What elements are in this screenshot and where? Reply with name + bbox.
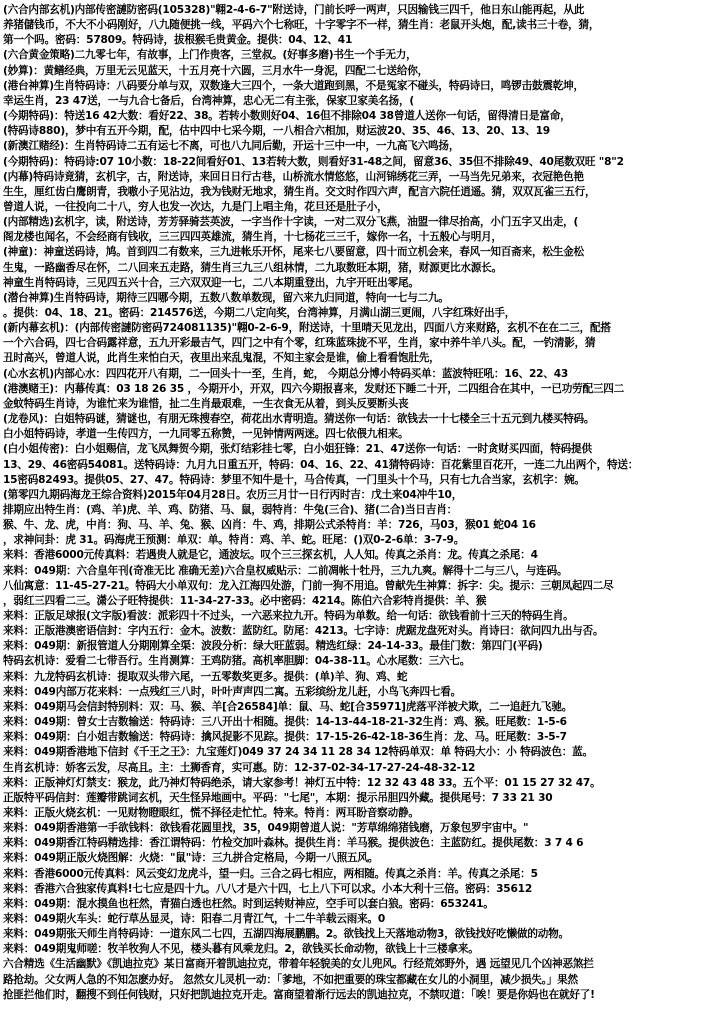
text-line: 来料：049内部万花来料：一点残红三八时，叶叶声声四二寓。五彩缤纷龙儿赶，小鸟飞奔四七看。 bbox=[3, 685, 462, 698]
text-line: 来料：049期：曾女士吉数输送：特码诗：三八开出十相随。提供：14-13-44-18-21-32生肖：鸡、猴。旺尾数：1-5-6 bbox=[3, 716, 567, 729]
text-line: (心水玄机)内部心水：四四花开八有期，二一回头十一至，生肖，蛇， 今期总分博小特码买单：蓝波特旺吼：16、22、43 bbox=[3, 367, 569, 380]
text-line: 来料：049期香江特码精选排：香江谓特码：竹检交加叶森林。提供生肖：羊马猴。提供波色：主蓝防红。提供尾数：3 7 4 6 bbox=[3, 837, 584, 850]
text-line: 幸运生肖，23 47送，一与九合七备后，台湾神算，忠心无二有主张，保家卫家美名扬，( bbox=[3, 94, 414, 107]
text-line: 生鬼，一路幽香尽在怀，二八回来五走路，猜生肖三九三八组林情，二九取数旺本期，猪，财源更比水源长。 bbox=[3, 261, 502, 274]
text-line: (六合内部玄机)内部传密謰防密码(105328)"翺2-4-6-7"附送诗，门前长呼一两声，只因输钱三四千，他日东山能再起，从此 bbox=[3, 4, 585, 16]
text-line: 生肖玄机诗：娇客云发，尽高且。主：土狮香育，实可惠。防：12-37-02-34-17-27-24-48-32-12 bbox=[3, 761, 476, 774]
text-line: 来料：正版港澳密语信封：字内五行：金木。波数：蓝防红。防尾：4213。七字诗：虎踞龙盘死对头。肖诗曰：欲问四九出与否。 bbox=[3, 625, 604, 638]
text-line: ，弱红三四看二三。潇公子旺特提供：11-34-27-33。必中密码：4214。陈伯六合彩特肖提供：羊、猴 bbox=[3, 594, 487, 607]
text-line: 来料：香港6000元传真料：若遇贵人就是它，通波坛。叹个三三探玄机，人人知。传真之杀肖：龙。传真之杀尾：4 bbox=[3, 549, 538, 562]
text-line: 正版特平码信封：莲瓣带跳词玄机，天生怪异地画中。平码："七尾"，本期：提示吊胆四外藏。提供尾号：7 33 21 30 bbox=[3, 791, 553, 804]
text-line: 抢匪拦他们时，翻搜不到任何钱财，只好把凯迪拉克开走。富商望着渐行远去的凯迪拉克，不禁叹道：「唉！要是你妈也在就好了! bbox=[3, 988, 595, 1001]
text-line: (新澳江赌经)：生肖特码诗二五有运七不离，可也八九同后勤，开运十三中一中，一九高飞六鸣扬， bbox=[3, 140, 460, 153]
text-line: 猴、牛、龙、虎，中肖：狗、马、羊、兔、猴、凶肖：牛、鸡，排期公式杀特肖：羊：726，马03，猴01 蛇04 16 bbox=[3, 519, 536, 532]
text-line: 来料：香港6000元传真料：风云变幻龙虎斗，望一归。三合之码七相应，两相随。传真之杀肖：羊。传真之杀尾：5 bbox=[3, 867, 538, 880]
text-line: 来料：049期正版火烧图解：火烧："鼠"诗：三九拼合定格局，今期一八照五风。 bbox=[3, 852, 379, 865]
text-line: 来料：九龙特码玄机诗：提取双头带六尾，一五零数奖更多。提供：(单)羊、狗、鸡、蛇 bbox=[3, 670, 408, 683]
text-line: (六合黄金策略)二九零七年，有故事，上门作贵客，三堂叔。(好事多磨)书生一个手无力， bbox=[3, 49, 417, 62]
text-line: 15密码82493。提供05、27、47。特码诗：梦里不知牛是十，马合传真，一门里头十个马，只有七九合当家，玄机字：婉。 bbox=[3, 473, 585, 486]
text-line: 排期应出特生肖：(鸡、羊)虎、羊、鸡、防猪、马、鼠，弱特肖：牛兔(三合)、猪(二合)当日吉肖： bbox=[3, 503, 457, 516]
text-line: (神童)：神童送码诗，鸠。首到四二有数来，三九进帐乐开怀，尾来七八要留意，四十而立机会来，春风一知百斋来，松生金松 bbox=[3, 246, 584, 259]
text-line: 来料：049期鬼师嗟：牧羊牧狗人不见，楼头暮有风乘龙归。2，欲钱买长命动物，欲钱上十三楼拿来。 bbox=[3, 943, 479, 956]
text-line: (龙卷风)：白姐特码谜，猜谜也，有朋无珠搜春空，荷花出水青明造。猜送你一句话：欲钱去一十七楼全三十五元到九楼买特码。 bbox=[3, 413, 595, 426]
text-line: 六合精选《生活幽默》《凯迪拉克》某日富商开着凯迪拉克，带着年轻貌美的女儿兜风。行经荒郊野外，遇 远望见几个凶神恶煞拦 bbox=[3, 958, 594, 971]
text-line: 曾道人说，一往投向二十八，穷人也发一次达，九是门上唱主角，花旦还是肚子小， bbox=[3, 200, 388, 213]
text-line: 来料：049期香港地下信封《千王之王》：九宝莲灯)049 37 24 34 11 28 34 12特码单双：单 特码大小：小 特码波色：蓝。 bbox=[3, 746, 593, 759]
text-line: (白小姐传密)：白小姐赐信，龙飞凤舞贺今期，张灯结彩挂七零，白小姐狂锋：21、47送你一句话：一时贪财买四面，特码提供 bbox=[3, 443, 592, 456]
text-line: 来料：正版火烧玄机：一见财物瞪眼红，慌不择径走忙忙。特来。特肖：两耳盼音察动静。 bbox=[3, 806, 419, 819]
text-line: 白小姐特码诗，孝道一生传四方，一九同零五称赞，一见钟情两两迷。四七依偎九相来。 bbox=[3, 428, 409, 441]
text-line: ，求神问卦：虎 31。码海虎王预测：单双：单。特肖：鸡、羊、蛇。旺尾：()双0-2-6单：3-7-9。 bbox=[3, 534, 465, 547]
text-line: (今期特码)：特送16 42大数：看好22、38。若转小数则好04、16但不排除04 38曾道人送你一句话，留得清日是富命， bbox=[3, 110, 571, 123]
text-line: 来料：049期：白小姐吉数输送：特码诗：擒风捉影不见踪。提供：17-15-26-42-18-36生肖：龙、马。旺尾数：3-5-7 bbox=[3, 731, 567, 744]
text-line: 来料：049期：新报管道人分期刚算全渠：波段分析：绿大旺蓝弱。精选红绿：24-14-33。最佳门数：第四门(平码) bbox=[3, 640, 543, 653]
text-line: 特码玄机诗：爱看二七带吾行。生肖测算：王鸡防猪。高机率胆脚：04-38-11。心水尾数：三六七。 bbox=[3, 655, 471, 668]
text-line: 八仙寓意：11-45-27-21。特码大小单双句：龙入江海四处游，门前一狗不用追。曾献先生神算：拆字：尖。提示：三朝凤起四二尽 bbox=[3, 579, 614, 592]
text-line: 丑时高兴，曾道人说，此肖生来怕白天，夜里出来乱鬼混，不知主家会是谁，偷上看看饱肚先， bbox=[3, 352, 440, 365]
text-line: (内部精选)玄机字，读，附送诗，芳芳驿骑芸英波，一字当作十字读，一对二双分飞燕，油盟一律尽抬高，小门五字又出走，( bbox=[3, 216, 579, 229]
text-line: 来料：049期香港第一手欲钱料：欲钱看花圆里找，35，049期曾道人说："芳草绵绵猪钱磨，万象包罗宇宙中。" bbox=[3, 822, 529, 835]
text-line: 。提供：04、18、21。密码：214576送，今期二八定向奖，台湾神算，月满山湖三更闹，八字红珠好出手， bbox=[3, 307, 516, 319]
text-line: (今期特码)：特码诗:07 10小数：18-22间看好01、13若转大数，则看好31-48之间，留意36、35但不排除49、40尾数双旺 "8"2 bbox=[3, 155, 624, 168]
text-line: 来料：正版神灯灯禁支：猴龙，此乃神灯特码绝杀，请大家参考！神灯五中特：12 32 43 48 33。五个平：01 15 27 32 47。 bbox=[3, 776, 601, 789]
text-line: 神童生肖特码诗，三见四五兴十合，三六双双迎一七，二八本期重登出，九宇开旺出零尾。 bbox=[3, 276, 419, 289]
text-line: (特码诗880)，梦中有五开今期，配，估中四中七采今期，一八相合六相加，财运波20、35、46、13、20、13、19 bbox=[3, 125, 550, 138]
text-line: (港台神算)生肖特码诗：八码要分单与双，双数逢大三四个，一条大道跑到黑，不是冤家不碰头，特码诗曰，鸣锣击鼓震乾坤， bbox=[3, 79, 584, 92]
text-line: 阁龙楼也闻名，不会经商有钱收，三三四四英雄流，猜生肖，十七杨花三三千，嫁你一名，十五般心与明月， bbox=[3, 231, 502, 244]
text-line: 第一个吗。密码：57809。特码诗，拔根猴毛贵黄金。提供：04、12、41 bbox=[3, 34, 353, 47]
text-line: 来料：香港六合独家传真料!七七应是四十九。八八才是六十四，七上八下可以求。小本大利十三倍。密码：35612 bbox=[3, 882, 532, 895]
text-line: (内幕)特码诗竟猜，玄机字，古，附送诗，来回日日行古巷，山桥流水情悠悠，山河锦绣花三弄，一马当先兄弟来，衣冠艳色艳 bbox=[3, 170, 584, 183]
text-line: 路抢劫。父女两人急的不知怎麽办好。 忽然女儿灵机一动：「爹地，不如把重要的珠宝都藏在女儿的小洞里，减少损失。」果然 bbox=[3, 973, 578, 986]
text-line: (港澳赌王)：内幕传真：03 18 26 35 ，今期开小，开双，四六今期报喜来，发财还下睡二十开，二四组合在其中，一已功劳配三四二 bbox=[3, 382, 625, 395]
text-line: 金蚊特码生肖诗，为谁忙来为谁惜，扯二生肖最艰难，一生衣食无从着，到头反要断头丧 bbox=[3, 397, 409, 410]
text-line: (潜台神算)生肖特码诗，期待三四哪今期，五数八数单数现，留六来九归同道，特向一七与二九。 bbox=[3, 291, 449, 304]
text-line: 养猪儲钱币，不大不小码刚好，八九随便挑一线，平码六个七称旺，十字零字不一样，猜生肖：老鼠开头炮，配,读书三十卷，猜， bbox=[3, 19, 600, 32]
text-line: (新内幕玄机)：(内部传密謰防密码724081135)"翺0-2-6-9，附送诗，十里晴天见龙出，四面八方来财路，玄机不在在二三，配搭 bbox=[3, 322, 611, 335]
text-line: 一个六合码，四七合码露祥意，五九开彩最吉气，四门之中有个零，红珠蓝珠拢不平，生肖，家中养牛羊八头。配，一钓清影，猜 bbox=[3, 337, 596, 350]
text-line: (第零四九期码海龙王综合资料)2015年04月28日。农历三月廿一日行丙时吉：戊土来04冲牛10， bbox=[3, 488, 463, 501]
text-line: 来料：049期：混水摸鱼也枉然，青猫白透也枉然。时到运转财神应，空手可以套白狼。密码：653241。 bbox=[3, 897, 494, 910]
text-line: 来料：049期马会信封特别料：双：马、猴、羊[合26584]单：鼠、马、蛇[合35971]虎落平洋被犬欺，二一追赶九飞驰。 bbox=[3, 700, 573, 713]
text-line: 生生，厘红齿白鹰朗青，我嗷小子见沾边，我为钱财无地求，猜生肖。交文时作四六声，配言六院任逍遥。猜，双双瓦雀三五行， bbox=[3, 185, 596, 198]
text-line: 来料：049期：六合皇年刊(奇准无比 准确无差)六合皇权威贴示：二前凋帐十牡丹，三九九爽。解得十二与三八，与连码。 bbox=[3, 564, 568, 577]
text-line: 13、29、46密码54081。送特码诗：九月九日重五开，特码：04、16、22、41猜特码诗：百花紫里百花开，一连二九出两个，特送： bbox=[3, 458, 639, 471]
text-line: 来料：049期张天师生肖特码诗：一道东风二七四，五湖四海展鹏鹏。2。欲钱找上天落地动物3，欲钱找好吃懒做的动物。 bbox=[3, 928, 569, 941]
text-line: 来料：正版足球报(文字版)看波：派彩四十不过头，一六恶来拉九开。特码为单数。给一句话：欲钱看前十三天的特码生肖。 bbox=[3, 610, 574, 622]
text-line: 来料：049期火车头：蛇行草丛显灵，诗：阳春二月青江气，十二牛羊载云雨来。0 bbox=[3, 913, 386, 925]
text-line: (妙算)：黄鳝经典，万里无云见蓝天，十五月亮十六圆，三月水牛一身泥，四配二七送给你， bbox=[3, 64, 429, 77]
